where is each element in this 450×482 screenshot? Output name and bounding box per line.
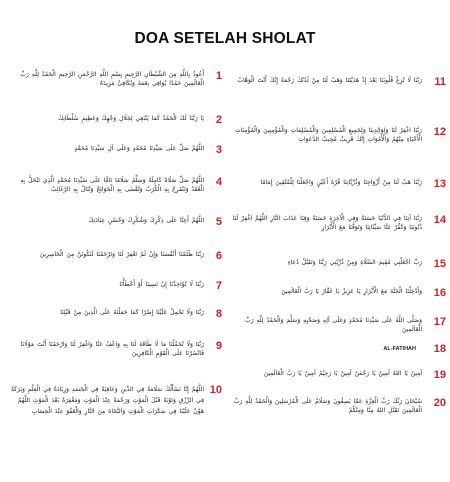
doa-text-11: رَبَّنَا لَا تُزِغْ قُلُوبَنَا بَعْدَ إِذْ هَدَيْتَنَا وَهَبْ لَنَا مِنْ لَدُنْكَ رَحْمَةً إِنَّكَ أَنْتَ الْوَهَّابُ: [237, 77, 422, 84]
doa-text-12: رَبَّنَا اغْفِرْ لَنَا وَلِوَالِدِينَا وَلِجَمِيعِ الْمُسْلِمِينَ وَالْمُسْلِمَاتِ وَالْمُؤْمِنِينَ وَالْمُؤْمِنَاتِ الْأَحْيَاءِ مِنْهُمْ وَالْأَمْوَاتِ إِنَّكَ قَرِيبٌ مُجِيبُ الدَّعَوَاتِ: [234, 127, 422, 143]
doa-number-2: 2: [215, 114, 222, 126]
doa-entry-5: [6, 216, 222, 236]
page-title: DOA SETELAH SHOLAT: [134, 30, 316, 47]
doa-number-8: 8: [215, 308, 222, 320]
doa-text-15: رَبِّ اجْعَلْنِي مُقِيمَ الصَّلَاةِ وَمِنْ ذُرِّيَّتِي رَبَّنَا وَتَقَبَّلْ دُعَاءِ: [287, 259, 422, 266]
doa-text-20: سُبْحَانَ رَبِّكَ رَبِّ الْعِزَّةِ عَمَّا يَصِفُونَ وَسَلَامٌ عَلَى الْمُرْسَلِينَ وَالْحَمْدُ لِلَّهِ رَبِّ الْعَالَمِينَ تَقَبَّلِ اللهُ مِنَّا وَمِنْكُمْ: [233, 398, 422, 414]
doa-entry-11: [232, 76, 446, 106]
doa-number-6: 6: [215, 250, 222, 262]
doa-entry-13: [232, 178, 446, 208]
doa-number-17: 17: [433, 316, 446, 328]
doa-entry-17: [232, 316, 446, 336]
doa-number-20: 20: [433, 397, 446, 409]
doa-text-7: رَبَّنَا لَا تُؤَاخِذْنَا إِنْ نَسِينَا أَوْ أَخْطَأْنَا: [119, 281, 204, 288]
doa-number-13: 13: [433, 178, 446, 190]
doa-number-18: 18: [433, 343, 446, 355]
doa-number-15: 15: [433, 258, 446, 270]
doa-entry-15: [232, 258, 446, 278]
doa-number-7: 7: [215, 280, 222, 292]
doa-entry-9: [6, 340, 222, 374]
doa-number-1: 1: [215, 70, 222, 82]
doa-text-4: اللَّهُمَّ صَلِّ صَلَاةً كَامِلَةً وَسَلِّمْ سَلَامًا تَامًّا عَلَى سَيِّدِنَا مُحَمَّدٍ الَّذِي تَنْحَلُّ بِهِ الْعُقَدُ وَتَنْفَرِجُ بِهِ الْكُرَبُ وَتُقْضَى بِهِ الْحَوَائِجُ وَتُنَالُ بِهِ الرَّغَائِبُ: [20, 177, 204, 193]
doa-entry-14: [232, 214, 446, 244]
doa-entry-20: [232, 397, 446, 437]
doa-text-17: وَصَلَّى اللَّهُ عَلَى سَيِّدِنَا مُحَمَّدٍ وَعَلَى آلِهِ وَصَحْبِهِ وَسَلَّمَ وَالْحَمْدُ لِلَّهِ رَبِّ الْعَالَمِينَ: [245, 317, 422, 333]
doa-entry-12: [232, 126, 446, 156]
doa-entry-1: [6, 70, 222, 100]
doa-entry-19: [232, 369, 446, 389]
doa-text-1: أَعُوذُ بِاللَّهِ مِنَ الشَّيْطَانِ الرَّجِيمِ بِسْمِ اللَّهِ الرَّحْمَنِ الرَّحِيمِ الْحَمْدُ لِلَّهِ رَبِّ الْعَالَمِينَ حَمْدًا يُوَافِي نِعَمَهُ وَيُكَافِئُ مَزِيدَهُ: [20, 71, 204, 87]
doa-text-19: آمِينْ يَا اللهُ آمِينْ يَا رَحْمٰنُ آمِينْ يَا رَحِيْمُ آمِينْ يَا رَبَّ الْعَالَمِينَ: [263, 370, 422, 377]
doa-entry-3: [6, 144, 222, 164]
doa-text-3: اللَّهُمَّ صَلِّ عَلَى سَيِّدِنَا مُحَمَّدٍ وَعَلَى آلِ سَيِّدِنَا مُحَمَّدٍ: [74, 145, 204, 152]
doa-entry-18: [232, 343, 446, 359]
doa-entry-8: [6, 308, 222, 328]
doa-text-10: اللَّهُمَّ إِنَّا نَسْأَلُكَ سَلَامَةً فِي الدِّينِ وَعَافِيَةً فِي الْجَسَدِ وَزِيَادَةً فِي الْعِلْمِ وَبَرَكَةً فِي الرِّزْقِ وَتَوْبَةً قَبْلَ الْمَوْتِ وَرَحْمَةً عِنْدَ الْمَوْتِ وَمَغْفِرَةً بَعْدَ الْمَوْتِ اللَّهُمَّ هَوِّنْ عَلَيْنَا فِي سَكَرَاتِ الْمَوْتِ وَالنَّجَاةَ مِنَ النَّارِ وَالْعَفْوَ عِنْدَ الْحِسَابِ: [10, 386, 204, 415]
doa-number-14: 14: [433, 214, 446, 226]
doa-number-11: 11: [434, 76, 446, 88]
doa-entry-4: [6, 176, 222, 206]
doa-text-9: رَبَّنَا وَلَا تُحَمِّلْنَا مَا لَا طَاقَةَ لَنَا بِهِ وَاعْفُ عَنَّا وَاغْفِرْ لَنَا وَارْحَمْنَا أَنْتَ مَوْلَانَا فَانْصُرْنَا عَلَى الْقَوْمِ الْكَافِرِينَ: [20, 341, 204, 357]
doa-entry-6: [6, 250, 222, 270]
doa-text-6: رَبَّنَا ظَلَمْنَا أَنْفُسَنَا وَإِنْ لَمْ تَغْفِرْ لَنَا وَتَرْحَمْنَا لَنَكُونَنَّ مِنَ الْخَاسِرِينَ: [39, 251, 204, 258]
doa-number-4: 4: [215, 176, 222, 188]
doa-number-3: 3: [215, 144, 222, 156]
doa-number-9: 9: [215, 340, 222, 352]
doa-text-8: رَبَّنَا وَلَا تَحْمِلْ عَلَيْنَا إِصْرًا كَمَا حَمَلْتَهُ عَلَى الَّذِينَ مِنْ قَبْلِنَا: [60, 309, 204, 316]
doa-number-10: 10: [209, 384, 222, 396]
doa-text-16: وَأَدْخِلْنَا الْجَنَّةَ مَعَ الْأَبْرَارِ يَا عَزِيزُ يَا غَفَّارُ يَا رَبَّ الْعَالَمِينَ: [281, 288, 422, 295]
doa-text-13: رَبَّنَا هَبْ لَنَا مِنْ أَزْوَاجِنَا وَذُرِّيَّاتِنَا قُرَّةَ أَعْيُنٍ وَاجْعَلْنَا لِلْمُتَّقِينَ إِمَامًا: [260, 179, 422, 186]
doa-number-16: 16: [433, 287, 446, 299]
doa-text-14: رَبَّنَا آتِنَا فِي الدُّنْيَا حَسَنَةً وَفِي الْآخِرَةِ حَسَنَةً وَقِنَا عَذَابَ النَّارِ اللَّهُمَّ اغْفِرْ لَنَا ذُنُوبَنَا وَكَفِّرْ عَنَّا سَيِّئَاتِنَا وَتَوَفَّنَا مَعَ الْأَبْرَارِ: [232, 215, 422, 231]
doa-number-12: 12: [433, 126, 446, 138]
doa-entry-16: [232, 287, 446, 307]
doa-number-5: 5: [215, 216, 222, 228]
doa-number-19: 19: [433, 369, 446, 381]
doa-entry-7: [6, 280, 222, 300]
doa-entry-10: [6, 384, 222, 454]
doa-entry-2: [6, 114, 222, 134]
doa-text-5: اللَّهُمَّ أَعِنَّا عَلَى ذِكْرِكَ وَشُكْرِكَ وَحُسْنِ عِبَادَتِكَ: [88, 217, 204, 224]
doa-text-2: يَا رَبَّنَا لَكَ الْحَمْدُ كَمَا يَنْبَغِي لِجَلَالِ وَجْهِكَ وَعَظِيمِ سُلْطَانِكَ: [58, 115, 204, 122]
al-fatihah-label: AL-FATIHAH: [383, 346, 416, 352]
